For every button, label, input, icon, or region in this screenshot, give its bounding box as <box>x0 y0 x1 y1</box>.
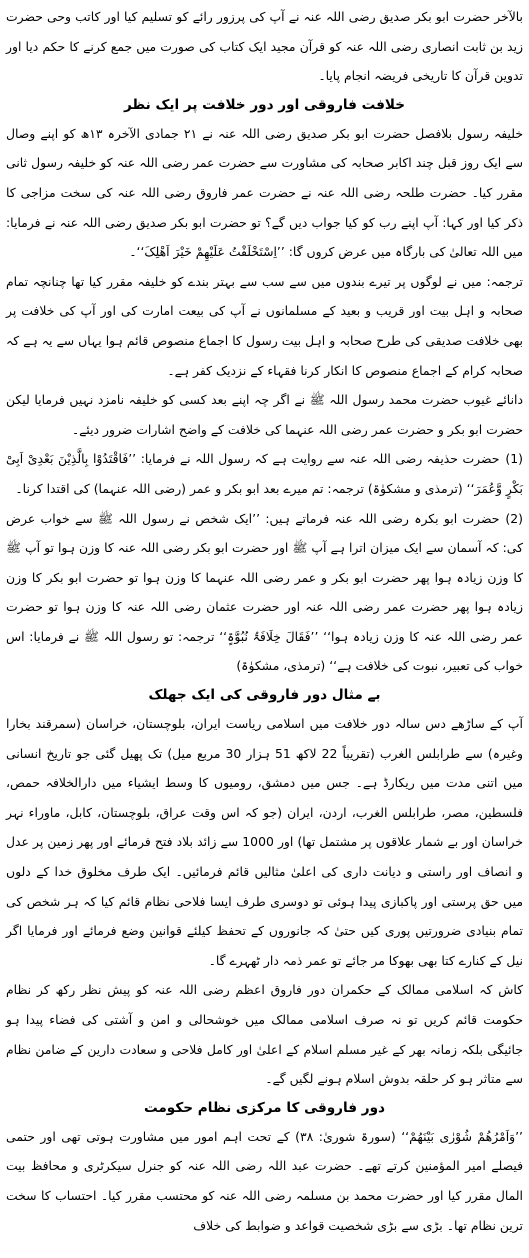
section-government-body <box>6 1122 523 1240</box>
intro-paragraph: بالآخر حضرت ابو بکر صدیق رضی اللہ عنہ نے آپ کی پرزور رائے کو تسلیم کیا اور کاتب وحی حضرت زید بن ثابت انصاری رضی اللہ عنہ کو قرآن مجید ایک کتاب کی صورت میں جمع کرنے کا حکم دیا اور تدوین قرآن کا تاریخی فریضہ انجام پایا۔ <box>6 9 523 84</box>
section-heading-farooqi-glimpse: بے مثال دور فاروقی کی ایک جھلک <box>148 687 381 704</box>
paragraph: کاش کہ اسلامی ممالک کے حکمران دور فاروق اعظم رضی اللہ عنہ کو پیش نظر رکھ کر نظام حکومت قائم کریں تو نہ صرف اسلامی ممالک میں خوشحالی و امن و آشتی کی فضاء پیدا ہو جائیگی بلکہ زمانہ بھر کے غیر مسلم اسلام کے اعلیٰ اور کامل فلاحی و سعادت دارین کے ضامن نظام سے متاثر ہو کر حلقہ بدوش اسلام ہونے لگیں گے۔ <box>6 982 523 1087</box>
paragraph: دانائے غیوب حضرت محمد رسول اللہ ﷺ نے اگر چہ اپنے بعد کسی کو خلیفہ نامزد نہیں فرمایا لیکن حضرت ابو بکر و حضرت عمر رضی اللہ عنہما کی خلافت کے واضح اشارات ضرور دیئے۔ <box>6 392 523 437</box>
translation-paragraph: ترجمہ: میں نے لوگوں پر تیرے بندوں میں سے سب سے بہتر بندے کو خلیفہ مقرر کیا تھا چنانچہ تمام صحابہ و اہل بیت اور قریب و بعید کے مسلمانوں نے آپ کی بیعت امارت کی اور آپ کی خلافت پر بھی خلافت صدیقی کی طرح صحابہ و اہل بیت رسول کا اجماع منصوص قائم ہوا یہاں سے یہ ہے کہ صحابہ کرام کے اجماع منصوص کا انکار کرنا فقہاء کے نزدیک کفر ہے۔ <box>6 273 523 378</box>
section-glimpse-body <box>6 709 523 1094</box>
item-number: (1) <box>505 451 523 467</box>
numbered-item-1 <box>6 444 523 503</box>
numbered-item-2 <box>6 504 523 682</box>
paragraph: آپ کے ساڑھے دس سالہ دور خلافت میں اسلامی ریاست ایران، بلوچستان، خراسان (سمرقند بخارا وغیرہ) سے طرابلس الغرب (تقریباً 22 لاکھ 51 ہزار 30 مربع میل) تک پھیل گئی جو تاریخ انسانی میں اتنی مدت میں ریکارڈ ہے۔ جس میں دمشق، رومیوں کا وسط ایشیاء میں دارالخلافہ حمص، فلسطین، مصر، طرابلس الغرب، اردن، ایران (جو کہ اس وقت عراق، بلوچستان، کابل، ماوراء نہر خراسان اور بے شمار علاقوں پر مشتمل تھا) اور 1000 سے زائد بلاد فتح فرمائے اور پھر زمین پر عدل و انصاف اور راستی و دیانت داری کی اعلیٰ مثالیں قائم فرمائیں۔ ایک طرف مخلوق خدا کے دلوں میں حق پرستی اور پاکبازی پیدا ہوئی تو دوسری طرف ایسا فلاحی نظام قائم کیا کہ ہر شخص کی تمام بنیادی ضرورتیں پوری کیں حتیٰ کہ جانوروں کے تحفظ کیلئے قوانین وضع فرمائے اور فرمایا اگر نیل کے کنارے کتا بھی بھوکا مر جائے تو عمر ذمہ دار ٹھہرے گا۔ <box>6 716 523 968</box>
paragraph: خلیفہ رسول بلافصل حضرت ابو بکر صدیق رضی اللہ عنہ نے ۲۱ جمادی الآخرہ ۱۳ھ کو اپنے وصال سے ایک روز قبل چند اکابر صحابہ کی مشاورت سے حضرت عمر رضی اللہ عنہ کو خلیفہ رسول ثانی مقرر کیا۔ حضرت طلحہ رضی اللہ عنہ نے حضرت عمر فاروق رضی اللہ عنہ کی سخت مزاجی کا ذکر کیا اور کہا: آپ اپنے رب کو کیا جواب دیں گے؟ تو حضرت ابو بکر صدیق رضی اللہ عنہ نے فرمایا: میں اللہ تعالیٰ کی بارگاہ میں عرض کروں گا: ’’اِسْتَخْلَفْتُ عَلَیْھِمْ خَیْرَ اَھْلِکَ‘‘۔ <box>6 125 523 260</box>
section-heading-central-government: دور فاروقی کا مرکزی نظام حکومت <box>144 1099 385 1116</box>
item-text: حضرت ابو بکرہ رضی اللہ عنہ فرماتے ہیں: ’’ایک شخص نے رسول اللہ ﷺ سے خواب عرض کی: کہ آسمان سے ایک میزان اترا ہے آپ ﷺ اور حضرت ابو بکر رضی اللہ عنہ کا وزن ہوا تو آپ ﷺ کا وزن زیادہ ہوا پھر حضرت ابو بکر و عمر رضی اللہ عنہما کا وزن ہوا تو حضرت ابو بکر کا وزن زیادہ ہوا پھر حضرت عمر رضی اللہ عنہ اور حضرت عثمان رضی اللہ عنہ کا وزن ہوا تو حضرت عمر رضی اللہ عنہ کا وزن زیادہ ہوا‘‘ ’’فَقَالَ خِلَافَۃُ نُبُوَّۃٍ‘‘ ترجمہ: تو رسول اللہ ﷺ نے فرمایا: اس خواب کی تعبیر، نبوت کی خلافت ہے‘‘ (ترمذی، مشکوٰۃ) <box>6 510 523 674</box>
section-khilafat-body <box>6 119 523 681</box>
item-number: (2) <box>505 510 523 526</box>
section-heading-khilafat: خلافت فاروقی اور دور خلافت پر ایک نظر <box>123 96 406 113</box>
paragraph: ’’وَاَمْرُھُمْ شُوْرٰی بَیْنَھُمْ‘‘ (سورۃ شوریٰ: ۳۸) کے تحت اہم امور میں مشاورت ہوتی تھی اور حتمی فیصلے امیر المؤمنین کرتے تھے۔ حضرت عبد اللہ رضی اللہ عنہ کو جنرل سیکرٹری و محافظ بیت المال مقرر کیا اور حضرت محمد بن مسلمہ رضی اللہ عنہ کو محتسب مقرر کیا۔ احتساب کا سخت ترین نظام تھا۔ بڑی سے بڑی شخصیت قواعد و ضوابط کی خلاف <box>6 1128 523 1233</box>
item-text: حضرت حذیفہ رضی اللہ عنہ سے روایت ہے کہ رسول اللہ نے فرمایا: ’’فَاقْتَدُوْا بِالَّذِیْنَ بَعْدِیْ اَبِیْ بَکْرٍ وَّعُمَرَ‘‘ (ترمذی و مشکوٰۃ) ترجمہ: تم میرے بعد ابو بکر و عمر (رضی اللہ عنہما) کی اقتدا کرنا۔ <box>6 451 523 496</box>
